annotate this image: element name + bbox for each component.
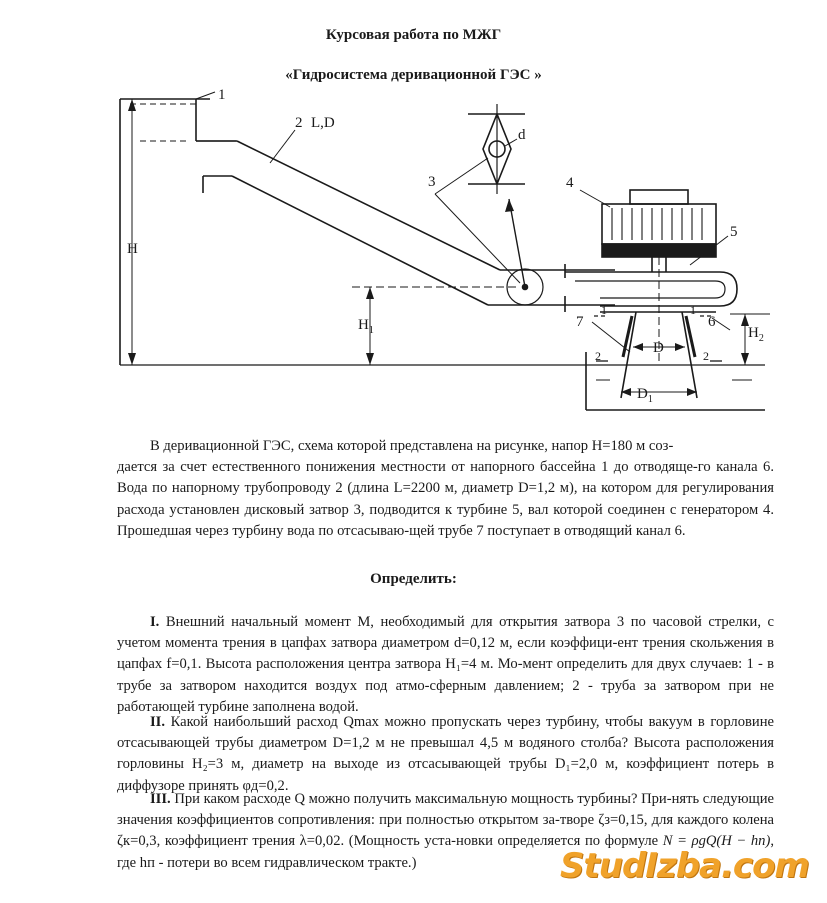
course-title: Курсовая работа по МЖГ <box>325 27 502 43</box>
intro-rest: дается за счет естественного понижения местности от напорного бассейна 1 до отводяще-го канала 6. Вода по напорному трубопроводу 2 (длина L=2200 м, диаметр D=1,2 м), на котором для регулирования расхода установлен дисковый затвор 3, подводится к турбине 5, вал которой соединен с генератором 4. Прошедшая через турбину вода по отсасываю-щей трубе 7 поступает в отводящий канал 6. <box>117 459 774 539</box>
label-7: 7 <box>576 314 584 330</box>
disc-gate-3 <box>435 158 543 305</box>
question-3-number: III. <box>150 791 171 807</box>
label-d: d <box>518 127 526 143</box>
question-1 <box>117 612 774 718</box>
question-2-number: II. <box>150 714 166 730</box>
label-H: H <box>127 241 138 257</box>
label-ld: L,D <box>311 115 335 131</box>
label-6: 6 <box>708 314 716 330</box>
label-1: 1 <box>218 87 226 103</box>
leader-lines <box>196 92 730 352</box>
question-1-number: I. <box>150 614 160 630</box>
penstock-pipe-2 <box>196 141 615 305</box>
question-1-text: Внешний начальный момент М, необходимый для открытия затвора 3 по часовой стрелки, с учетом момента трения в цапфах затвора диаметром d=0,12 м, если коэффици-ент трения скольжения в цапфах f=0,1. Высота расположения центра затвора H₁=4 м. Мо-мент определить для двух случаев: 1 - в трубе за затвором находится воздух под атмо-сферным давлением; 2 - труба за затвором при не работающей турбине заполнена водой. <box>117 614 774 715</box>
question-3-text-end: , где hп - потери во всем гидравлическом тракте.) <box>117 833 774 871</box>
gate-detail <box>468 104 525 194</box>
section-2b: 2 <box>703 349 709 363</box>
generator-4 <box>602 190 716 362</box>
section-1a: 1 <box>601 303 607 317</box>
section-1b: 1 <box>690 303 696 317</box>
question-2 <box>117 712 774 797</box>
label-D: D <box>653 340 664 356</box>
power-formula: N = ρgQ(H − hп) <box>662 833 771 850</box>
studizba-watermark: StudIzba.com <box>560 846 809 886</box>
section-2a: 2 <box>595 349 601 363</box>
question-3-text: При каком расходе Q можно получить максимальную мощность турбины? При-нять следующие значения коэффициентов сопротивления: при полностью открытом за-творе ζз=0,15, для каждого колена ζк=0,3, коэффициент трения λ=0,02. (Мощность уста-новки определяется по формуле <box>117 791 775 850</box>
label-H2: $H_2$ <box>748 325 764 344</box>
label-5: 5 <box>730 224 738 240</box>
intro-paragraph <box>117 436 774 542</box>
question-2-text: Какой наибольший расход Qmax можно пропускать через турбину, чтобы вакуум в горловине отсасывающей трубы диаметром D=1,2 м не превышал 4,5 м водяного столба? Высота расположения горловины H₂=3 м, диаметр на выходе из отсасывающей трубы D₁=2,0 м, коэффициент потерь в диффузоре принять φд=0,2. <box>117 714 774 794</box>
determine-heading: Определить: <box>370 571 457 587</box>
label-3: 3 <box>428 174 436 190</box>
label-4: 4 <box>566 175 574 191</box>
intro-line-1: В деривационной ГЭС, схема которой представлена на рисунке, напор H=180 м соз- <box>150 438 674 454</box>
reservoir-1 <box>120 99 236 365</box>
work-title: «Гидросистема деривационной ГЭС » <box>285 67 542 83</box>
hydro-scheme-diagram <box>0 85 827 415</box>
label-2: 2 <box>295 115 303 131</box>
label-D1: $D_1$ <box>637 386 653 405</box>
label-H1: $H_1$ <box>358 317 374 336</box>
tailwater-channel-6 <box>586 352 765 410</box>
